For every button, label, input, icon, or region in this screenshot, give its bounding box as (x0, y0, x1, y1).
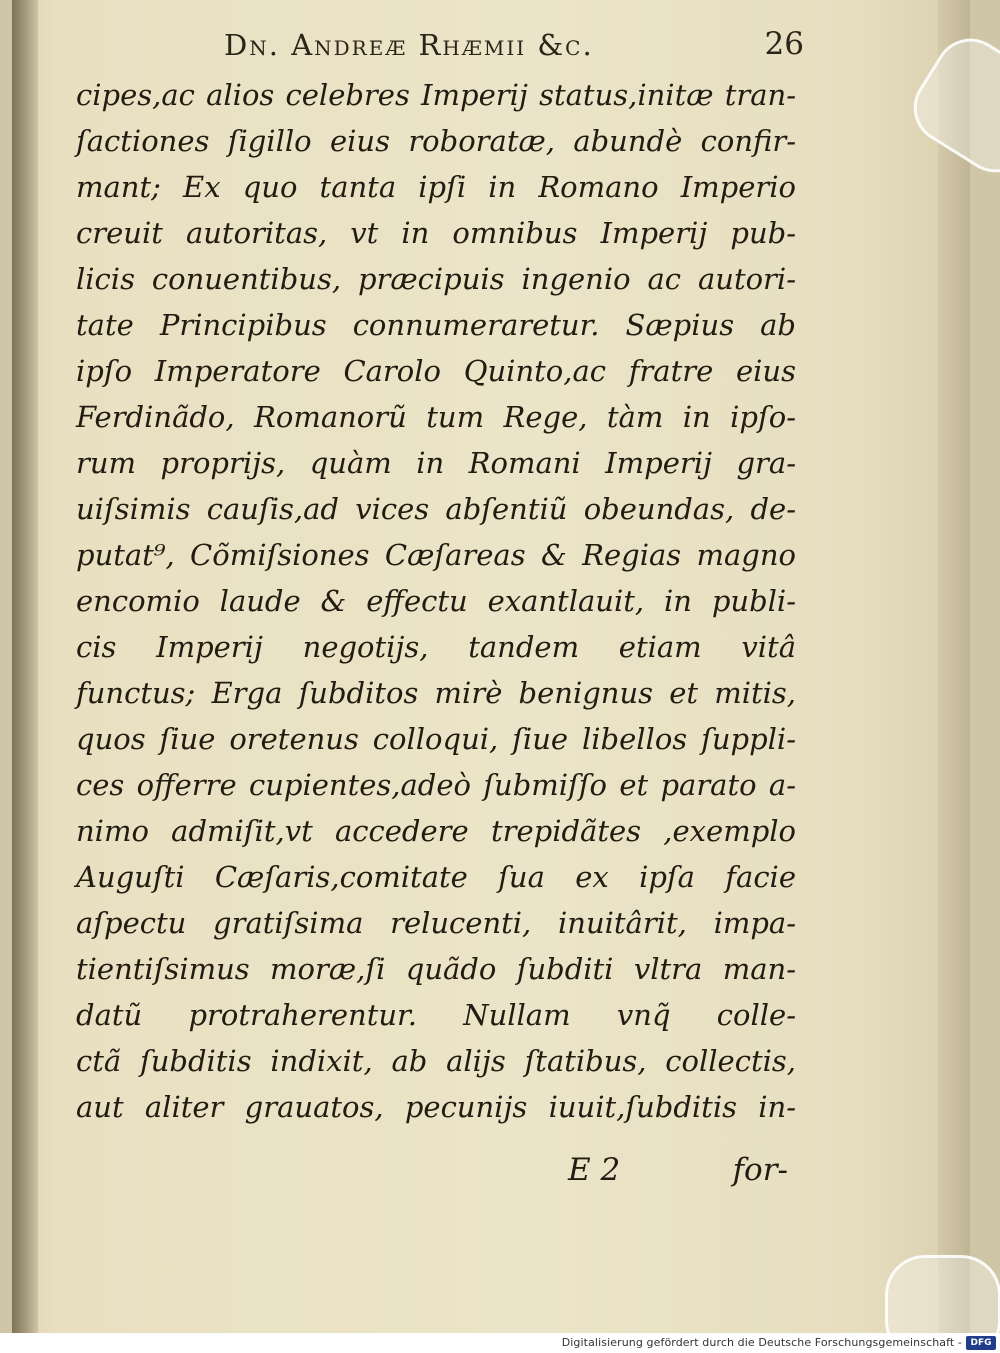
text-line: functus; Erga ſubditos mirè benignus et mitis, (76, 676, 796, 710)
text-line: mant; Ex quo tanta ipſi in Romano Imperio (76, 170, 796, 204)
text-line: creuit autoritas, vt in omnibus Imperij pub- (76, 216, 796, 250)
dfg-logo: DFG (966, 1336, 996, 1350)
page-number: 26 (764, 26, 804, 62)
body-text (76, 72, 796, 1130)
text-line: cis Imperij negotijs, tandem etiam vitâ (76, 630, 796, 664)
digitization-footer (0, 1333, 1000, 1353)
page-header (224, 28, 804, 68)
page-gutter (12, 0, 38, 1333)
digitization-notice: Digitalisierung gefördert durch die Deutsche Forschungsgemeinschaft - (561, 1336, 962, 1349)
text-line: cipes,ac alios celebres Imperij status,initæ tran- (76, 78, 796, 112)
text-line: encomio laude & effectu exantlauit, in publi- (76, 584, 796, 618)
text-line: Auguſti Cæſaris,comitate ſua ex ipſa facie (76, 860, 796, 894)
text-line: putat⁹, Cõmiſsiones Cæſareas & Regias magno (76, 538, 796, 572)
text-line: datũ protraherentur. Nullam vnq̃ colle- (76, 998, 796, 1032)
text-line: nimo admiſit,vt accedere trepidãtes ,exemplo (76, 814, 796, 848)
catchword: for- (732, 1152, 788, 1188)
book-page (12, 0, 970, 1333)
text-line: ipſo Imperatore Carolo Quinto,ac fratre eius (76, 354, 796, 388)
page-edge (938, 0, 970, 1333)
text-line: aſpectu gratiſsima relucenti, inuitârit, impa- (76, 906, 796, 940)
text-line: uiſsimis cauſis,ad vices abſentiũ obeundas, de- (76, 492, 796, 526)
text-line: ſactiones ſigillo eius roboratæ, abundè confir- (76, 124, 796, 158)
signature-mark: E 2 (568, 1152, 621, 1188)
text-line: licis conuentibus, præcipuis ingenio ac autori- (76, 262, 796, 296)
text-line: ctã ſubditis indixit, ab alijs ſtatibus, collectis, (76, 1044, 796, 1078)
page-clip-bottom (885, 1255, 1000, 1333)
text-line: ces offerre cupientes,adeò ſubmiſſo et parato a- (76, 768, 796, 802)
text-line: tientiſsimus moræ,ſi quãdo ſubditi vltra man- (76, 952, 796, 986)
text-line: tate Principibus connumeraretur. Sæpius ab (76, 308, 796, 342)
text-line: quos ſiue oretenus colloqui, ſiue libellos ſuppli- (76, 722, 796, 756)
text-line: rum proprijs, quàm in Romani Imperij gra- (76, 446, 796, 480)
text-line: aut aliter grauatos, pecunijs iuuit,ſubditis in- (76, 1090, 796, 1124)
text-line: Ferdinãdo, Romanorũ tum Rege, tàm in ipſo- (76, 400, 796, 434)
running-title: Dn. Andreæ Rhæmii &c. (224, 28, 594, 62)
page-footer (568, 1152, 788, 1198)
